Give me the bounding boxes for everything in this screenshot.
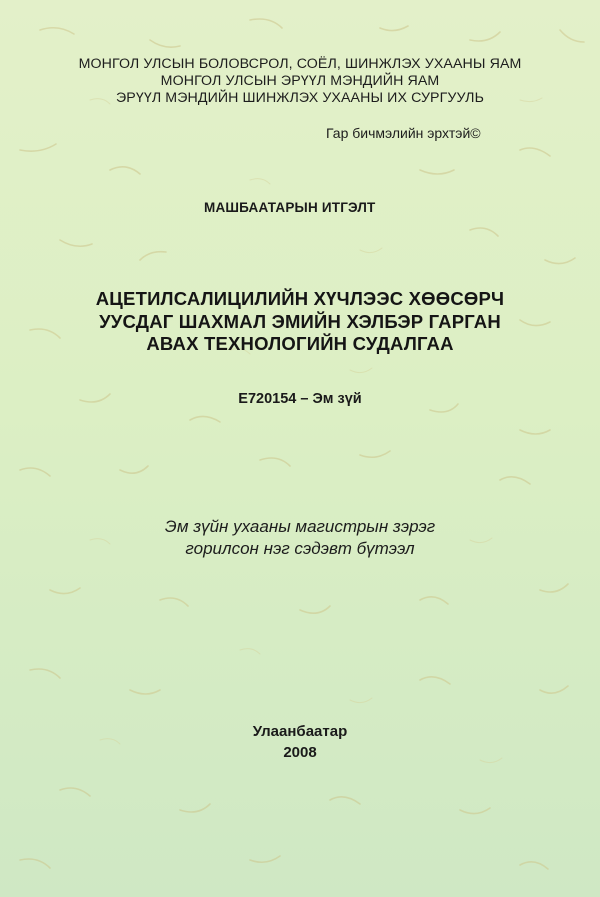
rights-notice: Гар бичмэлийн эрхтэй© [326,125,481,141]
thesis-title [0,288,600,356]
ministry-health-line: МОНГОЛ УЛСЫН ЭРҮҮЛ МЭНДИЙН ЯАМ [160,73,440,89]
specialty-code: E720154 – Эм зүй [238,391,362,407]
degree-statement [0,516,600,560]
degree-line-2: горилсон нэг сэдэвт бүтээл [185,539,415,558]
university-line: ЭРҮҮЛ МЭНДИЙН ШИНЖЛЭХ УХААНЫ ИХ СУРГУУЛЬ [116,90,484,106]
title-line-3: АВАХ ТЕХНОЛОГИЙН СУДАЛГАА [146,333,454,354]
title-line-2: УУСДАГ ШАХМАЛ ЭМИЙН ХЭЛБЭР ГАРГАН [99,310,501,332]
degree-line-1: Эм зүйн ухааны магистрын зэрэг [164,517,436,536]
year: 2008 [283,744,317,761]
author-name: МАШБААТАРЫН ИТГЭЛТ [204,200,376,215]
city: Улаанбаатар [252,723,348,740]
ministry-education-line: МОНГОЛ УЛСЫН БОЛОВСРОЛ, СОЁЛ, ШИНЖЛЭХ УХААНЫ ЯАМ [78,56,522,72]
title-line-1: АЦЕТИЛСАЛИЦИЛИЙН ХҮЧЛЭЭС ХӨӨСӨРЧ [95,288,505,309]
institutions-block [0,56,600,107]
